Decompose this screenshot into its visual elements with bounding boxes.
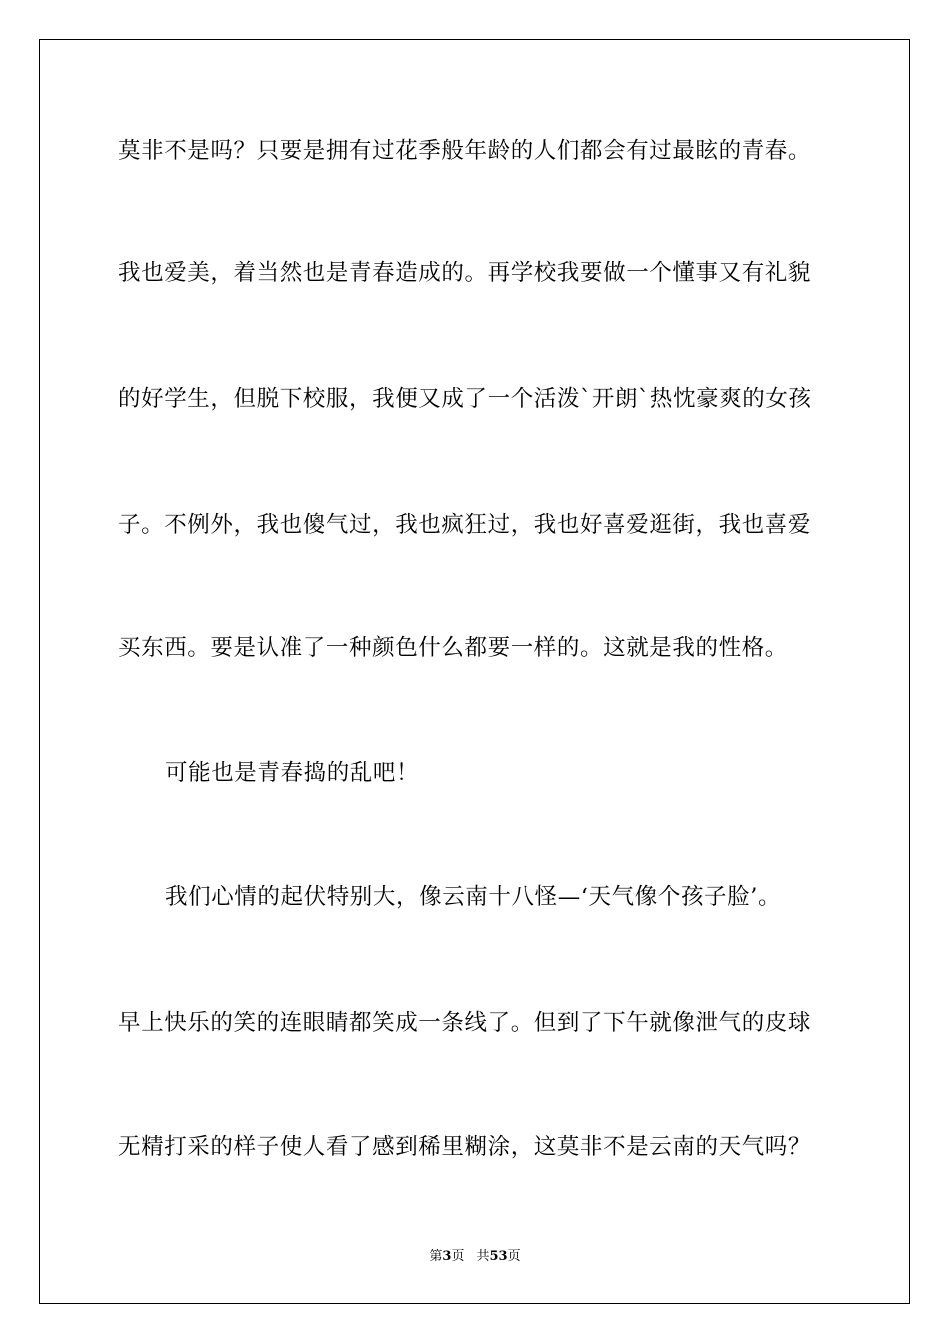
- text-line-3: 的好学生，但脱下校服，我便又成了一个活泼`开朗`热忱豪爽的女孩: [118, 386, 812, 412]
- text-line-4: 子。不例外，我也傻气过，我也疯狂过，我也好喜爱逛街，我也喜爱: [118, 512, 812, 538]
- page-suffix: 页: [451, 1249, 465, 1264]
- page-border: [39, 39, 910, 1304]
- page-footer: [0, 1248, 950, 1266]
- total-suffix: 页: [507, 1249, 521, 1264]
- text-line-1: 莫非不是吗？只要是拥有过花季般年龄的人们都会有过最眩的青春。: [118, 138, 812, 164]
- text-line-8: 早上快乐的笑的连眼睛都笑成一条线了。但到了下午就像泄气的皮球: [118, 1010, 812, 1036]
- total-pages: 53: [489, 1249, 508, 1264]
- total-prefix: 共: [476, 1249, 490, 1264]
- text-line-9: 无精打采的样子使人看了感到稀里糊涂，这莫非不是云南的天气吗？: [118, 1134, 812, 1160]
- page-prefix: 第: [429, 1249, 443, 1264]
- text-line-5: 买东西。要是认准了一种颜色什么都要一样的。这就是我的性格。: [118, 635, 788, 661]
- text-line-6: 可能也是青春捣的乱吧！: [165, 760, 420, 786]
- text-line-7: 我们心情的起伏特别大，像云南十八怪—‘天气像个孩子脸’。: [165, 884, 782, 910]
- page-number: 3: [442, 1249, 452, 1264]
- text-line-2: 我也爱美，着当然也是青春造成的。再学校我要做一个懂事又有礼貌: [118, 260, 812, 286]
